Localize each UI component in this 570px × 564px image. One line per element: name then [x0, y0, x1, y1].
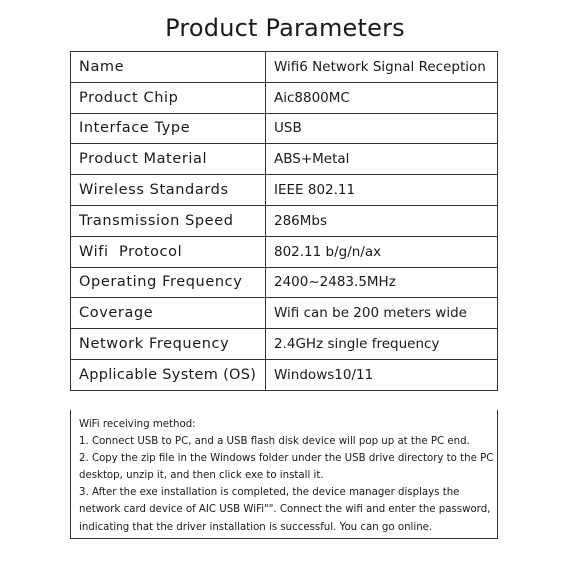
param-value: IEEE 802.11	[266, 175, 498, 206]
param-value: Windows10/11	[266, 359, 498, 390]
param-name: Name	[71, 52, 266, 83]
param-name: Interface Type	[71, 113, 266, 144]
param-name: Applicable System (OS)	[71, 359, 266, 390]
installation-notes	[70, 410, 498, 539]
notes-line: 2. Copy the zip file in the Windows folder under the USB drive directory to the PC	[79, 453, 494, 465]
table-row	[71, 52, 498, 83]
param-value: ABS+Metal	[266, 144, 498, 175]
notes-line: 3. After the exe installation is completed, the device manager displays the	[79, 487, 460, 499]
param-value: USB	[266, 113, 498, 144]
page-title: Product Parameters	[165, 14, 405, 42]
table-row	[71, 236, 498, 267]
table-row	[71, 113, 498, 144]
param-name: Transmission Speed	[71, 205, 266, 236]
table-row	[71, 144, 498, 175]
notes-line: network card device of AIC USB WiFi"". Connect the wifi and enter the password,	[79, 504, 491, 516]
param-name: Wireless Standards	[71, 175, 266, 206]
table-row	[71, 329, 498, 360]
notes-line: desktop, unzip it, and then click exe to install it.	[79, 470, 324, 482]
table-row	[71, 82, 498, 113]
param-name: Product Material	[71, 144, 266, 175]
notes-line: 1. Connect USB to PC, and a USB flash disk device will pop up at the PC end.	[79, 436, 470, 448]
table-row	[71, 175, 498, 206]
param-name: Wifi Protocol	[71, 236, 266, 267]
param-value: 802.11 b/g/n/ax	[266, 236, 498, 267]
param-name: Product Chip	[71, 82, 266, 113]
table-row	[71, 205, 498, 236]
param-name: Coverage	[71, 298, 266, 329]
param-value: Wifi6 Network Signal Reception	[266, 52, 498, 83]
table-row	[71, 298, 498, 329]
parameters-table	[70, 51, 498, 391]
table-row	[71, 267, 498, 298]
notes-heading: WiFi receiving method:	[79, 419, 196, 430]
param-value: 286Mbs	[266, 205, 498, 236]
param-value: 2.4GHz single frequency	[266, 329, 498, 360]
table-row	[71, 359, 498, 390]
notes-line: indicating that the driver installation is successful. You can go online.	[79, 521, 433, 533]
param-name: Network Frequency	[71, 329, 266, 360]
param-value: Wifi can be 200 meters wide	[266, 298, 498, 329]
param-value: Aic8800MC	[266, 82, 498, 113]
param-value: 2400~2483.5MHz	[266, 267, 498, 298]
param-name: Operating Frequency	[71, 267, 266, 298]
